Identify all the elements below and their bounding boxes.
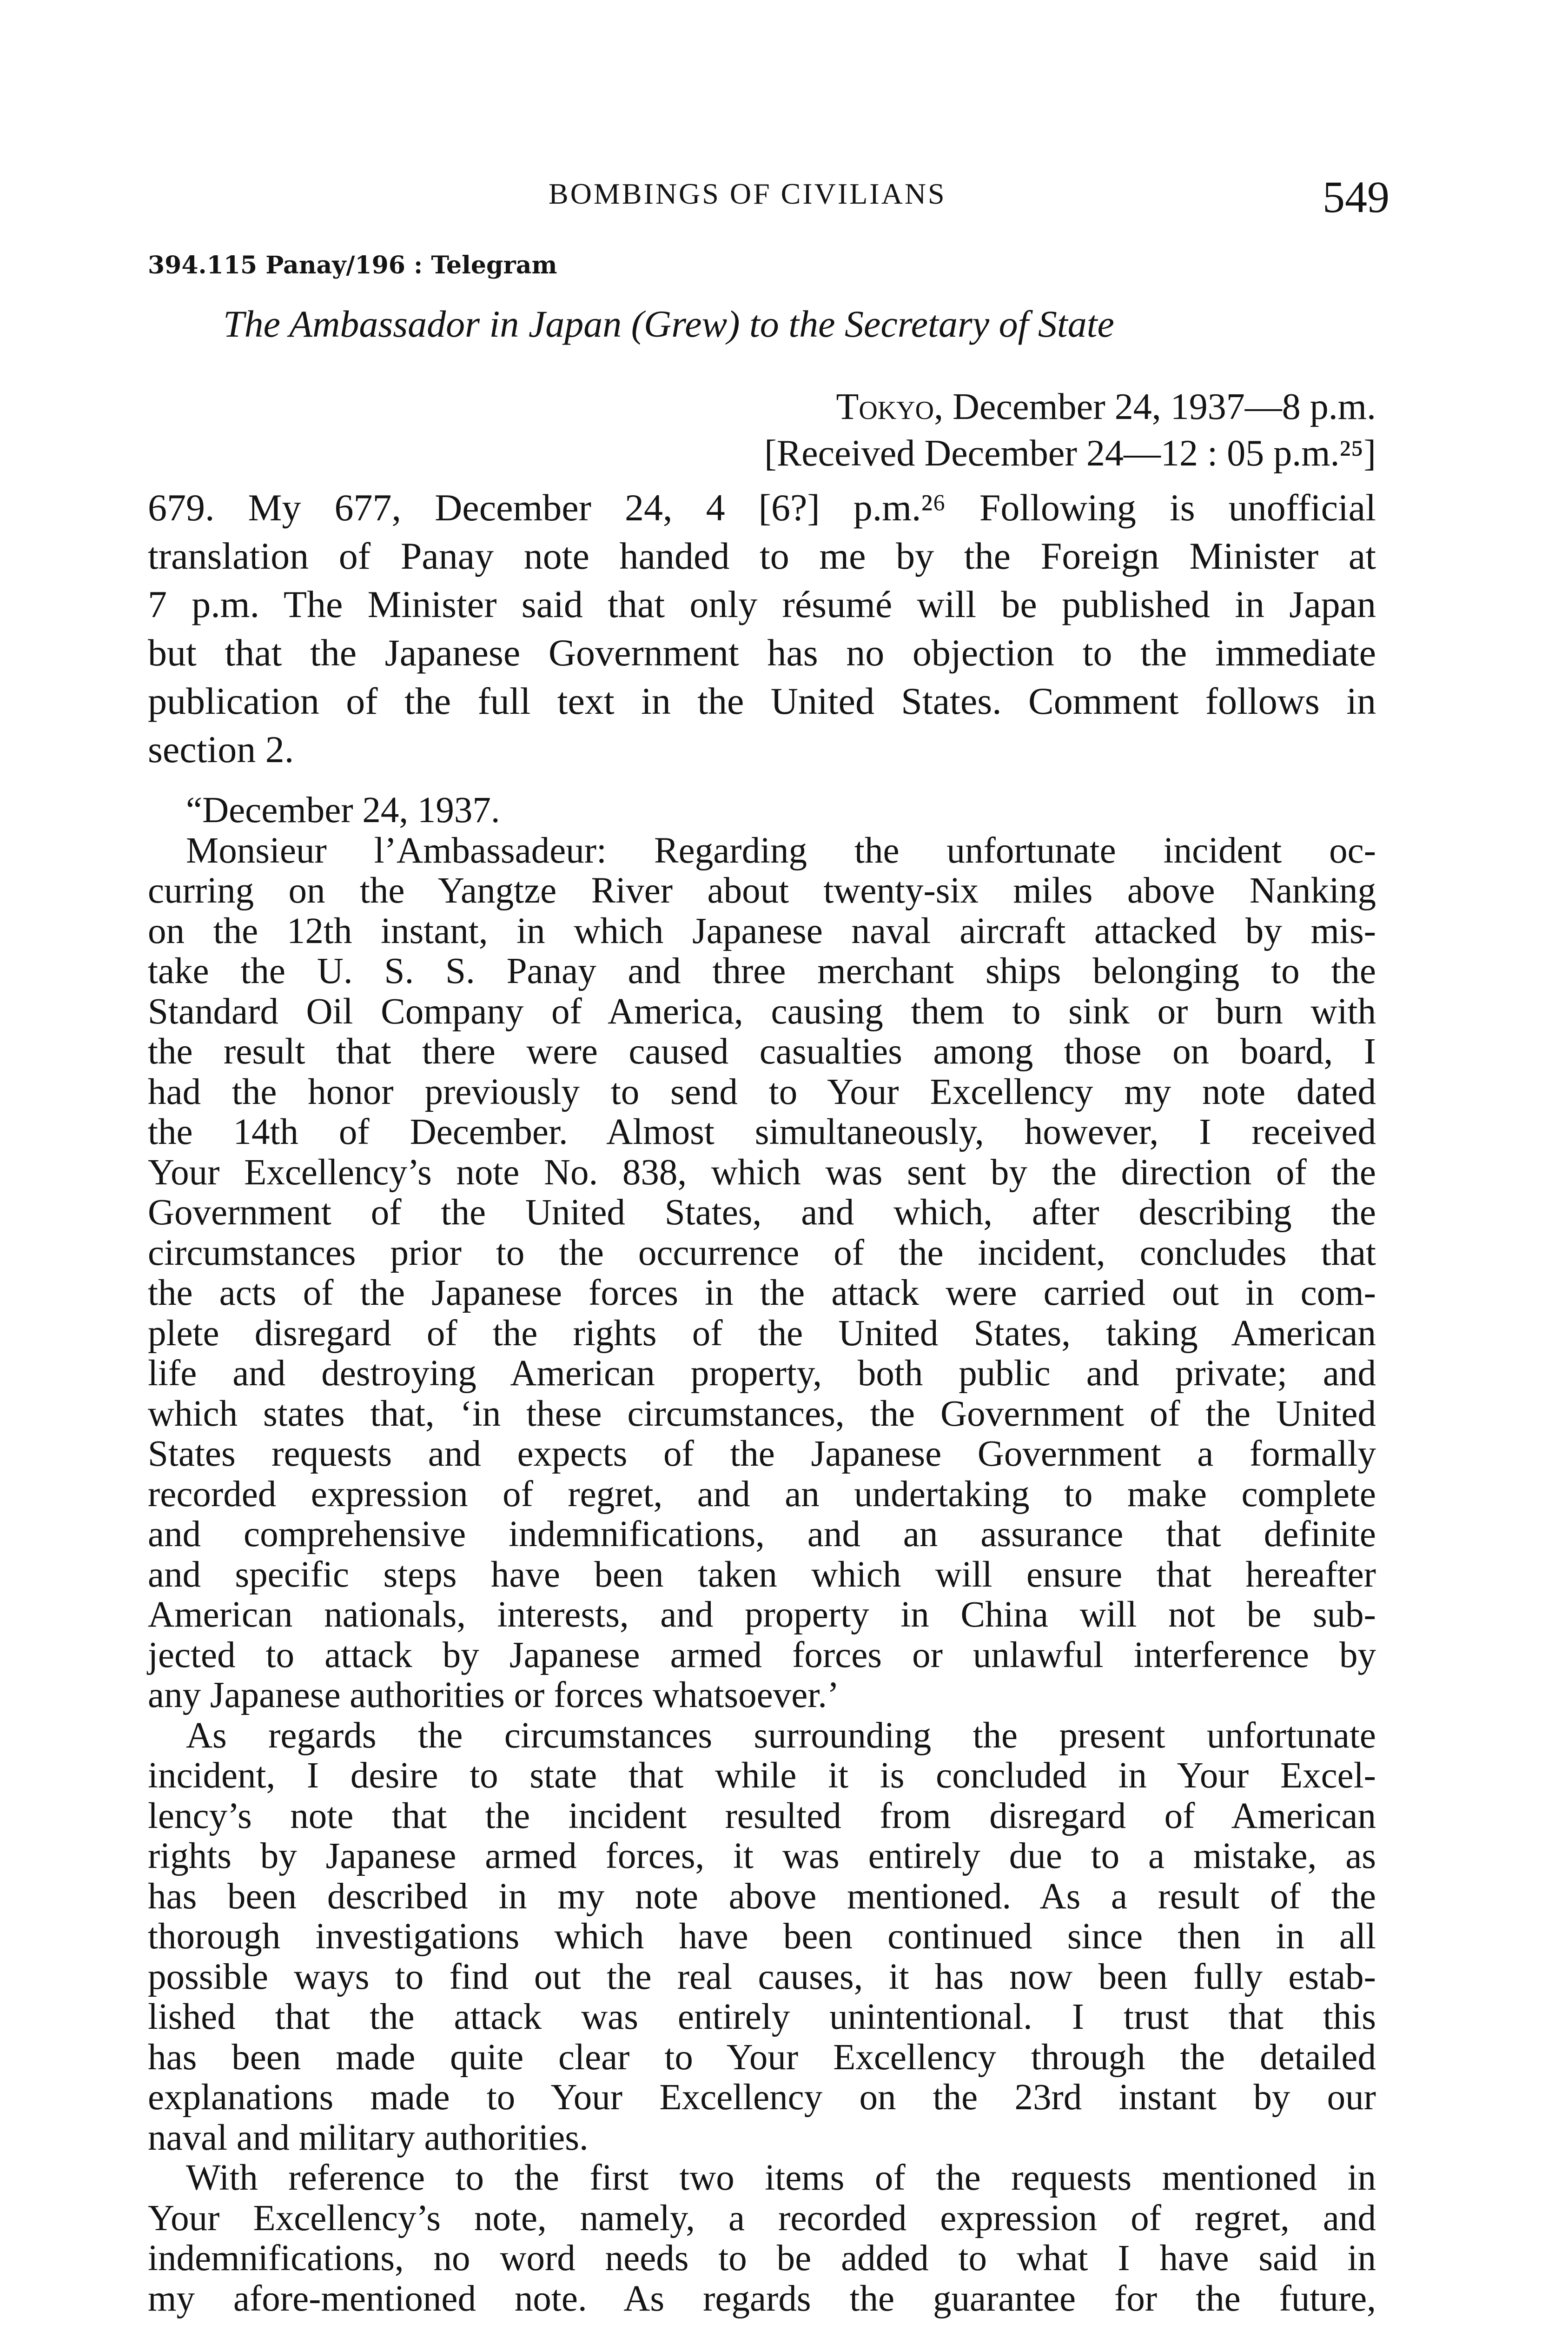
text-line: has been made quite clear to Your Excellency through the detailed [148,2037,1376,2078]
text-line: take the U. S. S. Panay and three merchant ships belonging to the [148,951,1376,991]
text-line: indemnifications, no word needs to be added to what I have said in [148,2238,1376,2278]
text-line: Your Excellency’s note No. 838, which was sent by the direction of the [148,1152,1376,1193]
text-line: circumstances prior to the occurrence of the incident, concludes that [148,1232,1376,1273]
text-line: the acts of the Japanese forces in the attack were carried out in com- [148,1273,1376,1313]
text-line: and comprehensive indemnifications, and an assurance that definite [148,1514,1376,1554]
text-line: plete disregard of the rights of the United States, taking American [148,1313,1376,1354]
text-line: lished that the attack was entirely unintentional. I trust that this [148,1997,1376,2037]
text-line: 679. My 677, December 24, 4 [6?] p.m.²⁶ Following is unofficial [148,486,1376,529]
text-line: 7 p.m. The Minister said that only résumé will be published in Japan [148,583,1376,625]
text-line: Monsieur l’Ambassadeur: Regarding the unfortunate incident oc- [186,830,1376,871]
text-line: lency’s note that the incident resulted from disregard of American [148,1795,1376,1836]
text-line: the result that there were caused casualties among those on board, I [148,1031,1376,1072]
document-title: The Ambassador in Japan (Grew) to the Secretary of State [223,303,1114,345]
file-reference: 394.115 Panay/196 : Telegram [148,251,557,279]
text-line: With reference to the first two items of the requests mentioned in [186,2158,1376,2198]
running-head: BOMBINGS OF CIVILIANS [549,177,946,210]
note-text [148,790,1376,2319]
text-line: possible ways to find out the real causes, it has now been fully estab- [148,1956,1376,1997]
text-line: States requests and expects of the Japanese Government a formally [148,1434,1376,1474]
text-line: Government of the United States, and which, after describing the [148,1192,1376,1233]
text-line: American nationals, interests, and property in China will not be sub- [148,1594,1376,1635]
text-line: explanations made to Your Excellency on the 23rd instant by our [148,2077,1376,2118]
text-line: recorded expression of regret, and an undertaking to make complete [148,1474,1376,1515]
note-date: “December 24, 1937. [186,790,500,830]
page-number: 549 [1323,172,1389,222]
dateline-place: Tokyo [836,386,934,427]
text-line: jected to attack by Japanese armed forces or unlawful interference by [148,1634,1376,1675]
text-line: translation of Panay note handed to me by the Foreign Minister at [148,535,1376,577]
text-line: any Japanese authorities or forces whatsoever.’ [148,1675,840,1715]
text-line: As regards the circumstances surrounding the present unfortunate [186,1715,1376,1756]
text-line: had the honor previously to send to Your Excellency my note dated [148,1071,1376,1112]
text-line: the 14th of December. Almost simultaneously, however, I received [148,1112,1376,1152]
text-line: rights by Japanese armed forces, it was entirely due to a mistake, as [148,1836,1376,1876]
text-line: my afore-mentioned note. As regards the guarantee for the future, [148,2278,1376,2319]
text-line: which states that, ‘in these circumstances, the Government of the United [148,1393,1376,1434]
dateline [734,386,1376,428]
text-line: but that the Japanese Government has no objection to the immediate [148,631,1376,674]
text-line: curring on the Yangtze River about twenty-six miles above Nanking [148,870,1376,911]
text-line: Your Excellency’s note, namely, a recorded expression of regret, and [148,2198,1376,2239]
telegram-paragraph [148,484,1376,774]
received-line: [Received December 24—12 : 05 p.m.²⁵] [764,433,1376,474]
text-line: Standard Oil Company of America, causing them to sink or burn with [148,991,1376,1032]
text-line: publication of the full text in the United States. Comment follows in [148,680,1376,722]
text-line: thorough investigations which have been continued since then in all [148,1916,1376,1957]
text-line: has been described in my note above mentioned. As a result of the [148,1876,1376,1917]
text-line: life and destroying American property, both public and private; and [148,1353,1376,1394]
text-line: naval and military authorities. [148,2117,589,2158]
text-line: on the 12th instant, in which Japanese naval aircraft attacked by mis- [148,910,1376,951]
text-line: and specific steps have been taken which will ensure that hereafter [148,1554,1376,1595]
text-line: section 2. [148,728,294,771]
text-line: incident, I desire to state that while it is concluded in Your Excel- [148,1755,1376,1796]
dateline-date: , December 24, 1937—8 p.m. [934,386,1376,427]
